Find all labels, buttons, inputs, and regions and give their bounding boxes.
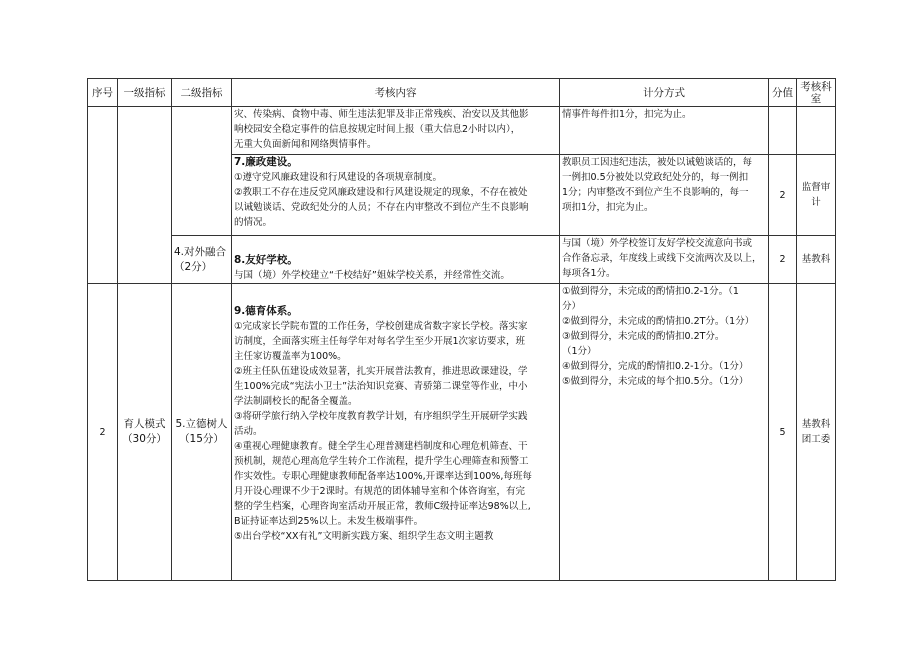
dept-line: 计 [811,197,821,208]
scoring-line: ①做到得分，未完成的酌情扣0.2-1分。（1 [562,286,739,297]
content-cell [232,236,560,284]
content-line: 生100%完成“宪法小卫士”法治知识竞赛、青骄第二课堂等作业，中小 [234,381,528,392]
scoring-line: ⑤做到得分，未完成的每个扣0.5分。（1分） [562,376,749,387]
scoring-cell [560,284,769,581]
content-line: 学法制副校长的配备全覆盖。 [234,396,358,407]
dept-line: 团工委 [801,434,831,445]
content-cell [232,284,560,581]
content-line: 访制度，全面落实班主任每学年对每名学生至少开展1次家访要求，班 [234,336,526,347]
level2-line: （15分） [179,433,224,445]
points-cell: 2 [769,155,797,236]
content-line: 月开设心理课不少于2课时。有规范的团体辅导室和个体咨询室，有完 [234,486,526,497]
content-line: 作实效性。专职心理健康教师配备率达100%,开课率达到100%,每班每 [234,471,532,482]
scoring-line: 教职员工因违纪违法，被处以诫勉谈话的，每 [562,157,753,168]
content-line: ③将研学旅行纳入学校年度教育教学计划，有序组织学生开展研学实践 [234,411,528,422]
content-line: ②教职工不存在违反党风廉政建设和行风建设规定的现象，不存在被处 [234,187,528,198]
content-line: 响校园安全稳定事件的信息按规定时间上报（重大信息2小时以内）， [234,124,521,135]
item-title: 7.廉政建设。 [234,156,298,168]
scoring-line: 1分；内审整改不到位产生不良影响的，每一 [562,187,749,198]
scoring-line: ④做到得分，完成的酌情扣0.2-1分。（1分） [562,361,749,372]
level2-cell [172,236,232,284]
item-title: 8.友好学校。 [234,254,298,266]
header-content: 考核内容 [232,79,560,107]
content-line: ①完成家长学院布置的工作任务，学校创建成省数字家长学校。落实家 [234,321,528,332]
points-cell-empty [769,107,797,155]
content-line: 的情况。 [234,217,273,228]
scoring-line: 一例扣0.5分被处以党政纪处分的，每一例扣 [562,172,749,183]
content-line: ①遵守党风廉政建设和行风建设的各项规章制度。 [234,172,443,183]
header-points: 分值 [769,79,797,107]
dept-cell [797,284,836,581]
scoring-cell [560,107,769,155]
content-line: 无重大负面新闻和网络舆情事件。 [234,139,377,150]
content-line: 与国（境）外学校建立“千校结好”姐妹学校关系，并经常性交流。 [234,270,510,281]
header-row [88,79,836,107]
content-line: 预机制，规范心理高危学生转介工作流程，提升学生心理筛查和预警工 [234,456,529,467]
assessment-table [87,78,836,581]
level2-line: 5.立德树人 [175,418,228,430]
level1-line: 育人模式 [123,418,166,430]
table-row [88,236,836,284]
dept-cell [797,155,836,236]
scoring-line: 情事件每件扣1分，扣完为止。 [562,109,692,120]
seq-cell-empty [88,107,118,284]
content-line: ②班主任队伍建设成效显著，扎实开展普法教育，推进思政课建设，学 [234,366,528,377]
level2-cell [172,284,232,581]
level2-line: 4.对外融合 [174,245,227,258]
content-line: 活动。 [234,426,263,437]
dept-line: 监督审 [801,182,831,193]
scoring-line: 与国（境）外学校签订友好学校交流意向书或 [562,238,753,249]
scoring-line: （1分） [562,346,597,357]
content-cell [232,107,560,155]
header-level2: 二级指标 [172,79,232,107]
points-cell: 2 [769,236,797,284]
scoring-line: 每项各1分。 [562,268,616,279]
table-row [88,284,836,581]
content-line: ④重视心理健康教育。健全学生心理普测建档制度和心理危机筛查、干 [234,441,528,452]
table-row [88,107,836,155]
scoring-line: 项扣1分，扣完为止。 [562,202,654,213]
content-line: B证持证率达到25%以上。未发生极端事件。 [234,516,424,527]
content-line: 灾、传染病、食物中毒、师生违法犯罪及非正常残疾、治安以及其他影 [234,109,529,120]
item-title: 9.德育体系。 [234,305,298,317]
scoring-cell [560,155,769,236]
scoring-cell [560,236,769,284]
header-dept: 考核科室 [797,79,836,107]
level1-line: （30分） [122,433,167,445]
level1-cell [118,284,172,581]
dept-cell-empty [797,107,836,155]
content-line: 整的学生档案，心理咨询室活动开展正常，教师C级持证率达98%以上, [234,501,531,512]
content-line: ⑤出台学校“XX有礼”文明新实践方案、组织学生态文明主题教 [234,531,494,542]
level2-line: （2分） [174,260,213,273]
seq-cell: 2 [88,284,118,581]
content-line: 主任家访覆盖率为100%。 [234,351,347,362]
points-cell: 5 [769,284,797,581]
content-line: 以诫勉谈话、党政纪处分的人员；不存在内审整改不到位产生不良影响 [234,202,529,213]
header-seq: 序号 [88,79,118,107]
scoring-line: 合作备忘录，年度线上或线下交流两次及以上， [562,253,762,264]
dept-cell: 基教科 [797,236,836,284]
scoring-line: 分） [562,301,582,312]
level2-cell-empty [172,107,232,236]
level1-cell-empty [118,107,172,284]
dept-line: 基教科 [801,419,831,430]
header-level1: 一级指标 [118,79,172,107]
header-scoring: 计分方式 [560,79,769,107]
scoring-line: ②做到得分，未完成的酌情扣0.2T分。（1分） [562,316,755,327]
scoring-line: ③做到得分，未完成的酌情扣0.2T分。 [562,331,725,342]
content-cell [232,155,560,236]
